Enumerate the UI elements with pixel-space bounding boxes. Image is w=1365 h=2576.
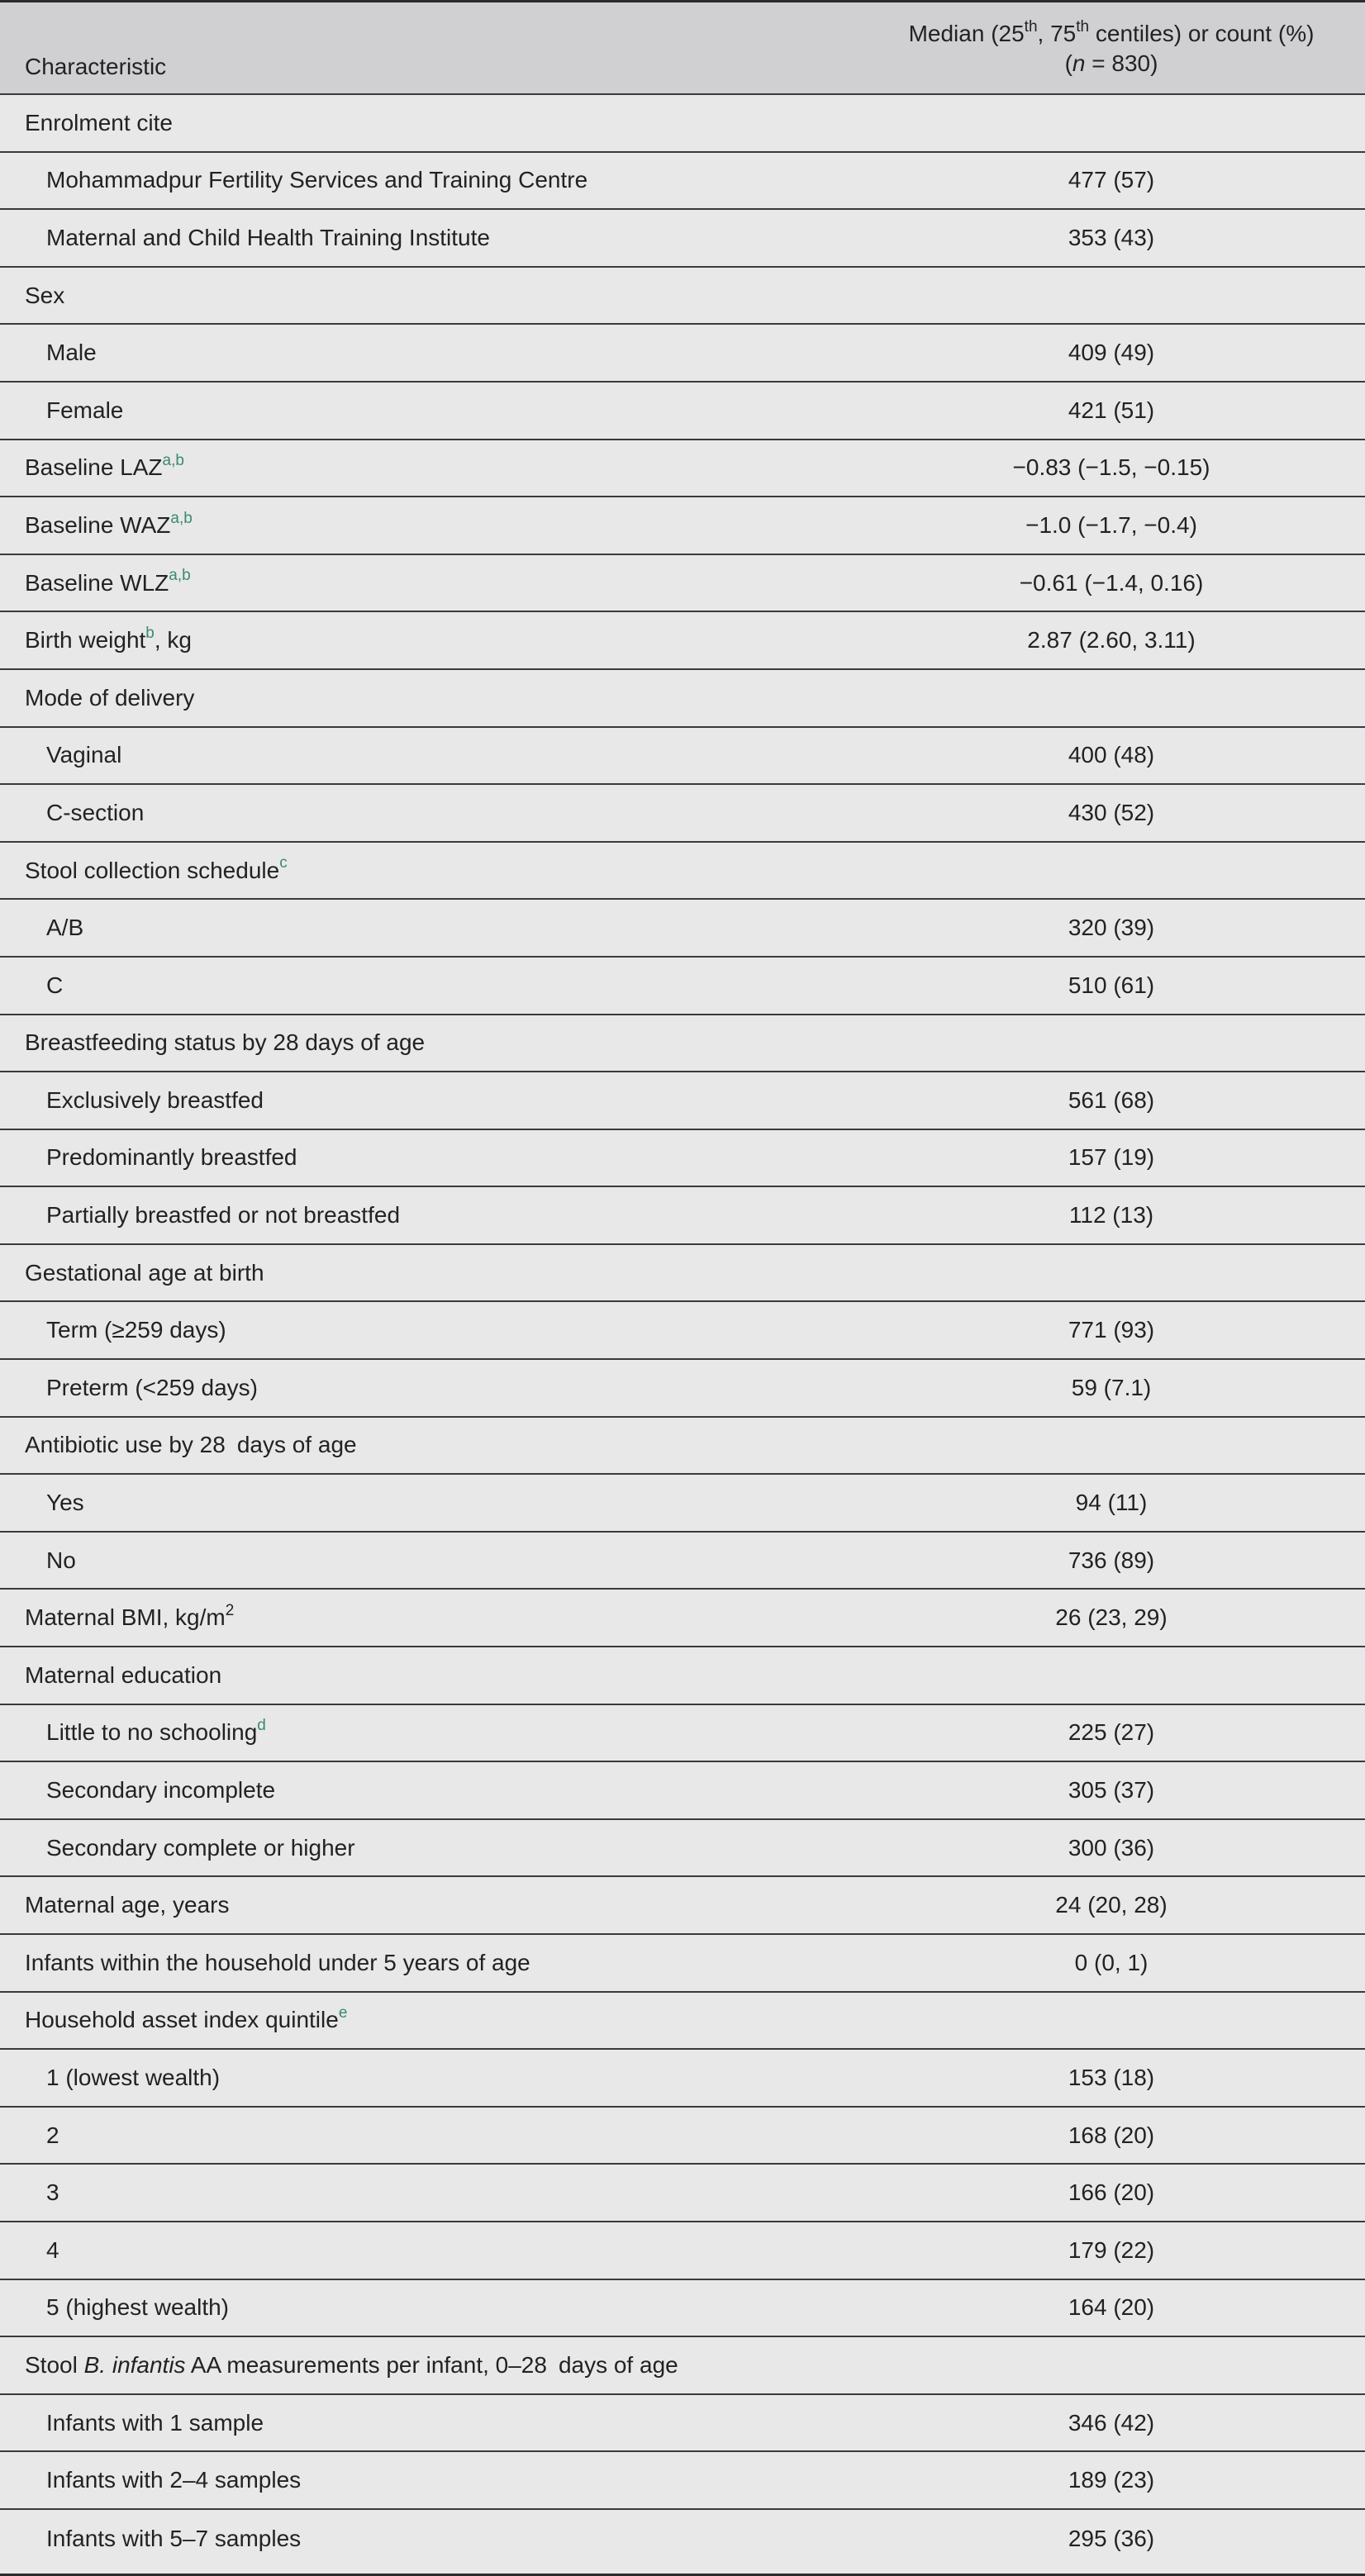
table-row bbox=[0, 958, 1365, 1015]
row-label: Infants with 2–4 samples bbox=[46, 2467, 302, 2493]
row-label: 5 (highest wealth) bbox=[46, 2294, 230, 2321]
row-label: 2 bbox=[46, 2122, 59, 2148]
row-value: 771 (93) bbox=[1068, 1317, 1155, 1343]
table-row bbox=[0, 2280, 1365, 2338]
table-row bbox=[0, 2050, 1365, 2108]
row-value: 477 (57) bbox=[1068, 167, 1155, 193]
row-label: Breastfeeding status by 28 days of age bbox=[25, 1029, 426, 1056]
row-value: 2.87 (2.60, 3.11) bbox=[1027, 627, 1196, 654]
row-label: Baseline WLZ$^{a,b}$ bbox=[25, 567, 191, 596]
row-label: Maternal education bbox=[25, 1661, 222, 1688]
row-label: Male bbox=[46, 340, 97, 366]
row-value: 59 (7.1) bbox=[1071, 1374, 1152, 1400]
superscript: 2 bbox=[225, 1601, 235, 1619]
row-value: 295 (36) bbox=[1068, 2525, 1155, 2551]
table-row bbox=[0, 1993, 1365, 2051]
table-row bbox=[0, 2510, 1365, 2568]
row-label: Mode of delivery bbox=[25, 684, 195, 711]
row-label: Antibiotic use by 28 days of age bbox=[25, 1432, 357, 1458]
row-label: Secondary complete or higher bbox=[46, 1834, 355, 1861]
footnote-marker: c bbox=[279, 854, 288, 872]
header-characteristic: Characteristic bbox=[25, 54, 167, 79]
table-row bbox=[0, 1475, 1365, 1533]
row-label: No bbox=[46, 1547, 76, 1573]
footnote-marker: a,b bbox=[162, 452, 184, 470]
row-label: Predominantly breastfed bbox=[46, 1144, 297, 1171]
row-value: 157 (19) bbox=[1068, 1144, 1155, 1171]
row-value: 168 (20) bbox=[1068, 2122, 1155, 2148]
table-row bbox=[0, 785, 1365, 843]
table-row bbox=[0, 1360, 1365, 1418]
table-row bbox=[0, 1762, 1365, 1820]
row-value: 189 (23) bbox=[1068, 2467, 1155, 2493]
table-row bbox=[0, 210, 1365, 268]
row-value: 400 (48) bbox=[1068, 742, 1155, 768]
footnote-marker: d bbox=[257, 1717, 266, 1735]
row-label: Infants with 5–7 samples bbox=[46, 2525, 302, 2551]
table-header bbox=[0, 2, 1365, 95]
row-label: Sex bbox=[25, 282, 65, 308]
row-value: 320 (39) bbox=[1068, 915, 1155, 941]
table-row bbox=[0, 612, 1365, 670]
row-value: 26 (23, 29) bbox=[1055, 1604, 1168, 1631]
row-label: 4 bbox=[46, 2236, 59, 2263]
row-label: Vaginal bbox=[46, 742, 122, 768]
table-row bbox=[0, 2222, 1365, 2280]
footnote-marker: e bbox=[338, 2004, 348, 2022]
table-row bbox=[0, 95, 1365, 153]
row-value: 179 (22) bbox=[1068, 2236, 1155, 2263]
row-label: Preterm (<259 days) bbox=[46, 1374, 258, 1400]
table-row bbox=[0, 1245, 1365, 1303]
row-label: 1 (lowest wealth) bbox=[46, 2064, 221, 2090]
footnote-marker: a,b bbox=[170, 509, 193, 527]
table-row bbox=[0, 383, 1365, 440]
row-value: 0 (0, 1) bbox=[1074, 1949, 1149, 1975]
row-label: Female bbox=[46, 397, 124, 423]
row-label: Partially breastfed or not breastfed bbox=[46, 1202, 401, 1229]
table-row bbox=[0, 497, 1365, 555]
table-row bbox=[0, 1302, 1365, 1360]
row-label: Term (≥259 days) bbox=[46, 1317, 226, 1343]
table-row bbox=[0, 1072, 1365, 1130]
row-value: 225 (27) bbox=[1068, 1719, 1155, 1746]
row-label: 3 bbox=[46, 2179, 59, 2206]
table-row bbox=[0, 2165, 1365, 2222]
table-row bbox=[0, 1418, 1365, 1476]
table-row bbox=[0, 1647, 1365, 1705]
table-row bbox=[0, 728, 1365, 786]
row-value: 94 (11) bbox=[1075, 1490, 1148, 1516]
row-value: −1.0 (−1.7, −0.4) bbox=[1025, 511, 1197, 538]
table-row bbox=[0, 1187, 1365, 1245]
table-row bbox=[0, 900, 1365, 958]
row-value: 353 (43) bbox=[1068, 224, 1155, 250]
row-label: Mohammadpur Fertility Services and Training Centre bbox=[46, 167, 588, 193]
row-label: C-section bbox=[46, 799, 145, 825]
row-value: 24 (20, 28) bbox=[1055, 1892, 1168, 1918]
row-label: C bbox=[46, 972, 64, 998]
table-row bbox=[0, 2452, 1365, 2510]
row-value: 421 (51) bbox=[1068, 397, 1155, 423]
row-label: Yes bbox=[46, 1490, 84, 1516]
table-row bbox=[0, 153, 1365, 211]
table-row bbox=[0, 1533, 1365, 1590]
row-label: Exclusively breastfed bbox=[46, 1086, 264, 1113]
row-label: Birth weight$^b$, kg bbox=[25, 624, 193, 654]
row-value: −0.83 (−1.5, −0.15) bbox=[1012, 454, 1210, 481]
table-row bbox=[0, 440, 1365, 498]
row-label: Maternal BMI, $kg/m^2$ bbox=[25, 1601, 235, 1631]
table-row bbox=[0, 1015, 1365, 1073]
row-value: 430 (52) bbox=[1068, 799, 1155, 825]
table-row bbox=[0, 2395, 1365, 2453]
row-label: Secondary incomplete bbox=[46, 1777, 276, 1804]
row-value: 300 (36) bbox=[1068, 1834, 1155, 1861]
row-label: Stool B. infantis AA measurements per infant, 0–28 days of age bbox=[25, 2351, 678, 2378]
row-value: 164 (20) bbox=[1068, 2294, 1155, 2321]
table-row bbox=[0, 268, 1365, 326]
table-row bbox=[0, 1590, 1365, 1647]
row-value: −0.61 (−1.4, 0.16) bbox=[1019, 569, 1204, 596]
row-value: 153 (18) bbox=[1068, 2064, 1155, 2090]
table-row bbox=[0, 555, 1365, 613]
row-value: 561 (68) bbox=[1068, 1086, 1155, 1113]
row-label: Gestational age at birth bbox=[25, 1259, 264, 1286]
table-row bbox=[0, 2108, 1365, 2165]
row-label: Baseline LAZ$^{a,b}$ bbox=[25, 452, 184, 481]
row-label: Little to no schooling$^d$ bbox=[46, 1717, 266, 1746]
row-label: Household asset index quintile$^e$ bbox=[25, 2004, 348, 2033]
table-row bbox=[0, 1130, 1365, 1188]
row-label: Maternal age, years bbox=[25, 1892, 230, 1918]
row-label: Baseline WAZ$^{a,b}$ bbox=[25, 509, 193, 538]
row-label: Maternal and Child Health Training Institute bbox=[46, 224, 490, 250]
table-row bbox=[0, 843, 1365, 901]
row-label: Enrolment cite bbox=[25, 109, 173, 135]
table-row bbox=[0, 1820, 1365, 1878]
table-row bbox=[0, 325, 1365, 383]
row-value: 736 (89) bbox=[1068, 1547, 1155, 1573]
table-row bbox=[0, 1935, 1365, 1993]
table-row bbox=[0, 670, 1365, 728]
row-value: 166 (20) bbox=[1068, 2179, 1155, 2206]
row-label: Infants with 1 sample bbox=[46, 2409, 264, 2436]
row-label: A/B bbox=[46, 915, 84, 941]
header-median: Median (25th, 75th centiles) or count (%) (n = 830) bbox=[908, 17, 1315, 76]
footnote-marker: a,b bbox=[169, 567, 191, 585]
row-value: 409 (49) bbox=[1068, 340, 1155, 366]
row-value: 510 (61) bbox=[1068, 972, 1155, 998]
row-label: Stool collection schedule$^c$ bbox=[25, 854, 288, 883]
row-label: Infants within the household under 5 years of age bbox=[25, 1949, 530, 1975]
table-row bbox=[0, 1705, 1365, 1763]
row-value: 305 (37) bbox=[1068, 1777, 1155, 1804]
table-row bbox=[0, 2337, 1365, 2395]
row-value: 346 (42) bbox=[1068, 2409, 1155, 2436]
row-value: 112 (13) bbox=[1068, 1202, 1154, 1229]
footnote-marker: b bbox=[145, 624, 155, 642]
table-row bbox=[0, 1877, 1365, 1935]
